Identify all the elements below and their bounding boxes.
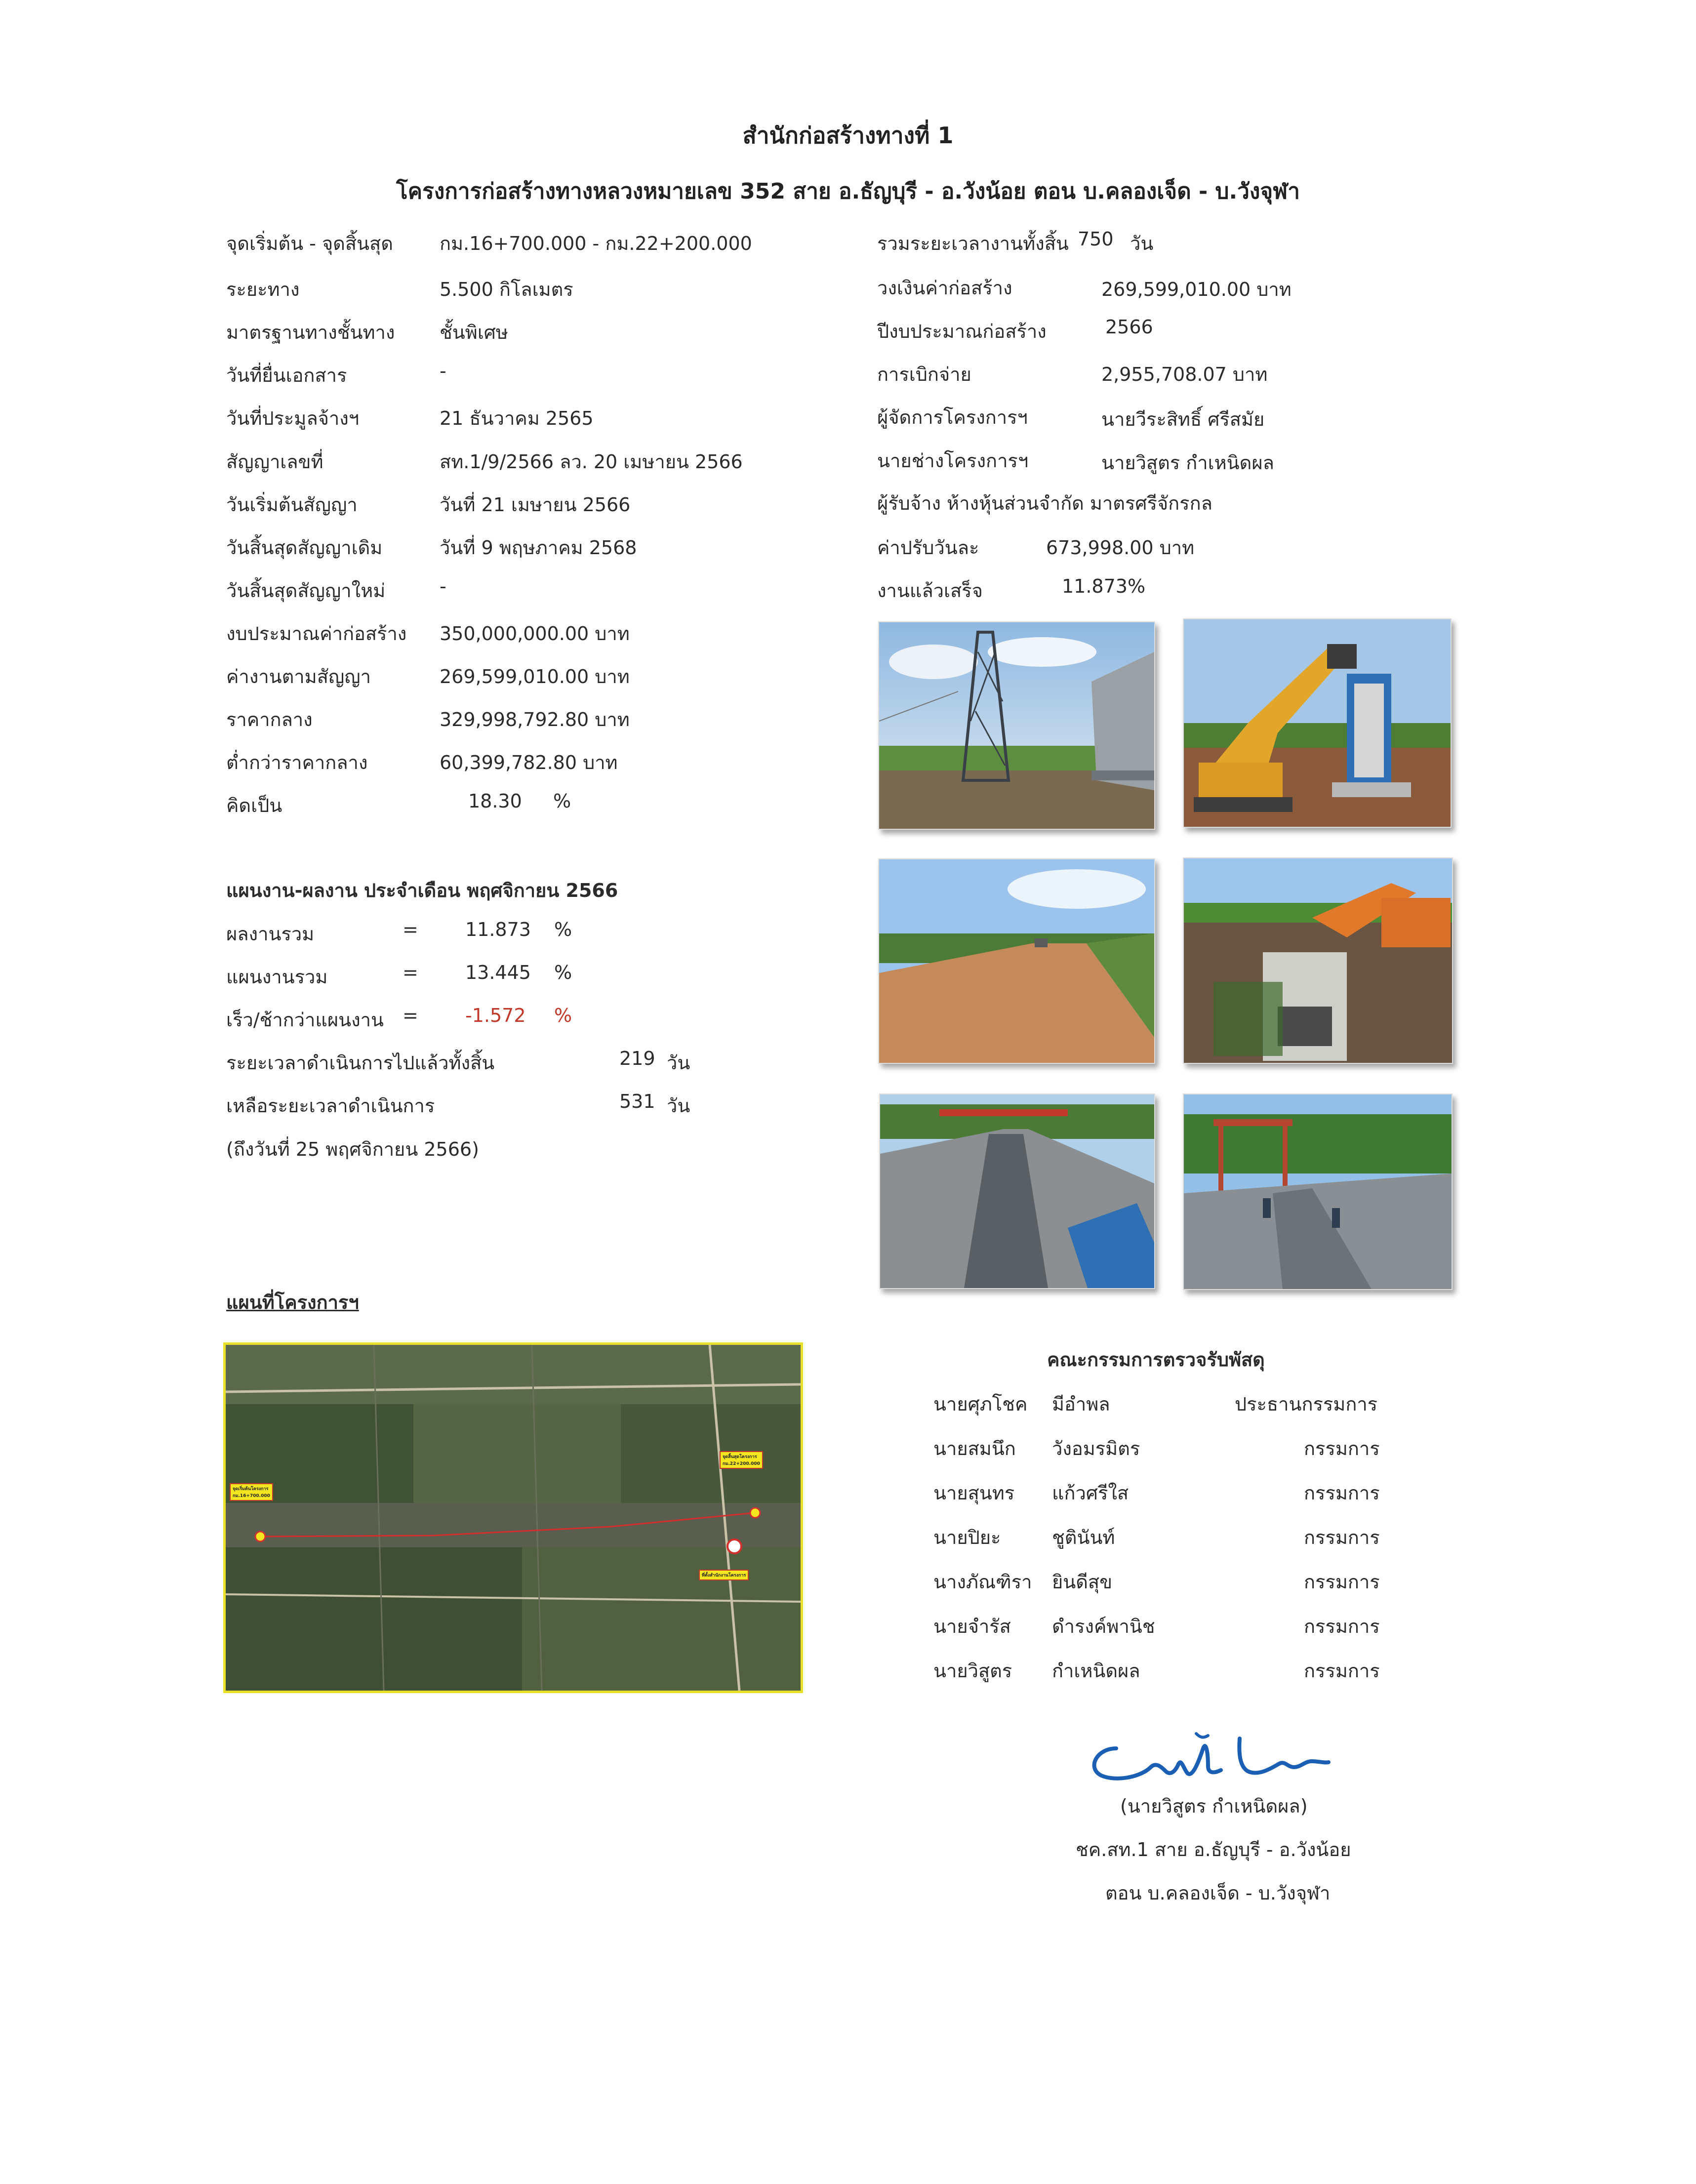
info-value: 21 ธันวาคม 2565 [440, 407, 594, 429]
info-label: ราคากลาง [226, 709, 313, 730]
engineer-label: นายช่างโครงการฯ [877, 450, 1029, 472]
committee-title: คณะกรรมการตรวจรับพัสดุ [1047, 1349, 1265, 1371]
info-value: กม.16+700.000 - กม.22+200.000 [440, 233, 752, 254]
remaining-value: 531 [619, 1091, 655, 1112]
map-end-label [720, 1451, 763, 1469]
as-of-date: (ถึงวันที่ 25 พฤศจิกายน 2566) [226, 1138, 479, 1160]
info-label: วันสิ้นสุดสัญญาเดิม [226, 537, 383, 559]
info-label: วันสิ้นสุดสัญญาใหม่ [226, 580, 386, 602]
plan-row-label: เร็ว/ช้ากว่าแผนงาน [226, 1009, 384, 1031]
disburse-label: การเบิกจ่าย [877, 364, 971, 385]
plan-title: แผนงาน-ผลงาน ประจำเดือน พฤศจิกายน 2566 [226, 880, 618, 901]
info-value: วันที่ 21 เมษายน 2566 [440, 494, 631, 516]
plan-row-value: 11.873 [465, 919, 531, 940]
plan-row-label: แผนงานรวม [226, 966, 328, 988]
percent-value: 18.30 [468, 790, 522, 812]
member-surname: วังอมรมิตร [1052, 1438, 1140, 1459]
plan-row-value: 13.445 [465, 962, 531, 983]
info-label: จุดเริ่มต้น - จุดสิ้นสุด [226, 233, 393, 254]
map-end-name: จุดสิ้นสุดโครงการ [723, 1455, 757, 1459]
member-role: กรรมการ [1304, 1527, 1380, 1548]
info-value: 329,998,792.80 บาท [440, 709, 630, 730]
member-title: นายสุนทร [933, 1482, 1015, 1504]
info-value: สท.1/9/2566 ลว. 20 เมษายน 2566 [440, 451, 743, 473]
fine-value: 673,998.00 บาท [1046, 537, 1195, 559]
info-label: งบประมาณค่าก่อสร้าง [226, 623, 407, 645]
done-label: งานแล้วเสร็จ [877, 580, 983, 602]
plan-row-unit: % [554, 919, 572, 940]
member-role: ประธานกรรมการ [1235, 1393, 1378, 1415]
member-role: กรรมการ [1304, 1660, 1380, 1682]
member-role: กรรมการ [1304, 1571, 1380, 1593]
member-title: นายสมนึก [933, 1438, 1016, 1459]
plan-row-label: ผลงานรวม [226, 923, 315, 945]
fine-label: ค่าปรับวันละ [877, 537, 979, 559]
disburse-value: 2,955,708.07 บาท [1101, 364, 1268, 385]
signatory-name: (นายวิสูตร กำเหนิดผล) [1120, 1795, 1308, 1817]
member-role: กรรมการ [1304, 1616, 1380, 1637]
remaining-unit: วัน [667, 1095, 690, 1117]
signatory-section: ตอน บ.คลองเจ็ด - บ.วังจุฬา [1105, 1882, 1331, 1904]
info-label: ต่ำกว่าราคากลาง [226, 752, 368, 773]
member-title: นางภัณฑิรา [933, 1571, 1032, 1593]
fiscal-label: ปีงบประมาณก่อสร้าง [877, 321, 1047, 342]
info-value: - [440, 360, 446, 382]
site-photo-excavator-casing [1183, 618, 1452, 828]
project-title: โครงการก่อสร้างทางหลวงหมายเลข 352 สาย อ.ธัญบุรี - อ.วังน้อย ตอน บ.คลองเจ็ด - บ.วังจุฬา [396, 179, 1300, 204]
budget-label: วงเงินค่าก่อสร้าง [877, 277, 1012, 299]
member-surname: แก้วศรีใส [1052, 1482, 1129, 1504]
plan-row-value-negative: -1.572 [465, 1005, 526, 1026]
info-value: วันที่ 9 พฤษภาคม 2568 [440, 537, 637, 559]
member-surname: ยินดีสุข [1052, 1571, 1113, 1593]
member-title: นายปิยะ [933, 1527, 1001, 1548]
elapsed-label: ระยะเวลาดำเนินการไปแล้วทั้งสิ้น [226, 1052, 495, 1074]
member-title: นายจำรัส [933, 1616, 1011, 1637]
info-value: ชั้นพิเศษ [440, 322, 508, 343]
member-title: นายศุภโชค [933, 1393, 1028, 1415]
info-label: วันที่ประมูลจ้างฯ [226, 407, 360, 429]
manager-value: นายวีระสิทธิ์ ศรีสมัย [1101, 408, 1265, 430]
total-time-unit: วัน [1130, 233, 1154, 254]
site-photo-precast-workers [1183, 1093, 1453, 1290]
office-title: สำนักก่อสร้างทางที่ 1 [742, 122, 954, 149]
site-photo-precast-yard [879, 1093, 1155, 1289]
elapsed-value: 219 [619, 1048, 655, 1069]
info-label: สัญญาเลขที่ [226, 451, 323, 473]
project-map [223, 1342, 803, 1693]
plan-row-unit: % [554, 962, 572, 983]
plan-row-eq: = [403, 1005, 418, 1026]
member-surname: มีอำพล [1052, 1393, 1110, 1415]
map-start-km: กม.16+700.000 [233, 1494, 270, 1498]
info-value: 60,399,782.80 บาท [440, 752, 618, 773]
handwritten-signature [1082, 1719, 1358, 1788]
percent-label: คิดเป็น [226, 795, 283, 816]
info-label: ค่างานตามสัญญา [226, 666, 371, 688]
info-value: 5.500 กิโลเมตร [440, 279, 573, 300]
info-label: วันที่ยื่นเอกสาร [226, 364, 347, 386]
plan-row-unit: % [554, 1005, 572, 1026]
manager-label: ผู้จัดการโครงการฯ [877, 406, 1028, 428]
map-end-km: กม.22+200.000 [723, 1461, 760, 1466]
total-time-label: รวมระยะเวลางานทั้งสิ้น [877, 233, 1069, 254]
member-role: กรรมการ [1304, 1482, 1380, 1504]
total-time-value: 750 [1078, 228, 1114, 250]
engineer-value: นายวิสูตร กำเหนิดผล [1101, 452, 1274, 474]
map-start-name: จุดเริ่มต้นโครงการ [233, 1487, 269, 1492]
member-surname: กำเหนิดผล [1052, 1660, 1140, 1682]
member-surname: ดำรงค์พานิช [1052, 1616, 1155, 1637]
info-label: มาตรฐานทางชั้นทาง [226, 322, 395, 343]
map-office-label: ที่ตั้งสำนักงานโครงการ [699, 1570, 749, 1580]
info-value: - [440, 575, 446, 597]
member-role: กรรมการ [1304, 1438, 1380, 1459]
done-value: 11.873% [1062, 575, 1146, 597]
elapsed-unit: วัน [667, 1052, 690, 1074]
plan-row-eq: = [403, 962, 418, 983]
plan-row-eq: = [403, 919, 418, 940]
info-label: วันเริ่มต้นสัญญา [226, 494, 358, 516]
info-value: 269,599,010.00 บาท [440, 666, 630, 688]
signatory-position: ชค.สท.1 สาย อ.ธัญบุรี - อ.วังน้อย [1076, 1839, 1351, 1860]
site-photo-pile-rig [878, 621, 1155, 830]
site-photo-earthwork-road [878, 858, 1155, 1064]
member-surname: ชูตินันท์ [1052, 1527, 1115, 1548]
fiscal-value: 2566 [1105, 316, 1153, 338]
info-label: ระยะทาง [226, 279, 300, 300]
map-title: แผนที่โครงการฯ [226, 1292, 359, 1313]
percent-unit: % [553, 790, 571, 812]
site-photo-box-culvert [1183, 857, 1453, 1064]
remaining-label: เหลือระยะเวลาดำเนินการ [226, 1095, 435, 1117]
member-title: นายวิสูตร [933, 1660, 1012, 1682]
info-value: 350,000,000.00 บาท [440, 623, 630, 645]
budget-value: 269,599,010.00 บาท [1101, 279, 1292, 300]
contractor: ผู้รับจ้าง ห้างหุ้นส่วนจำกัด มาตรศรีจักรกล [877, 492, 1212, 514]
map-start-label [230, 1483, 273, 1501]
